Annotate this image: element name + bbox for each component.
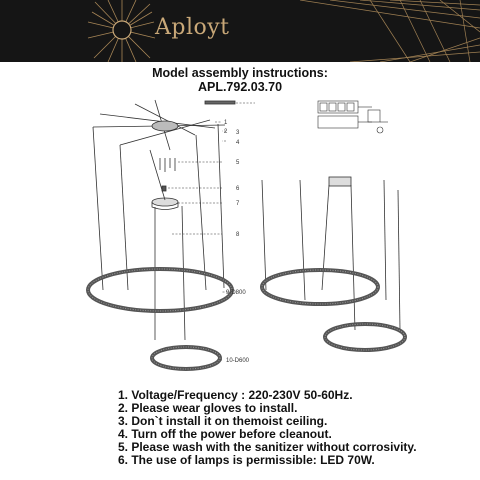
assembly-diagram [0, 95, 480, 380]
instructions-list [118, 389, 417, 467]
callout-9: 9-D800 [226, 290, 246, 296]
sunburst-decoration [0, 0, 480, 62]
instruction-item: 3. Don`t install it on themoist ceiling. [118, 414, 328, 428]
instruction-item: 5. Please wash with the sanitizer without corrosivity. [118, 440, 417, 454]
assembled-view [262, 177, 405, 350]
instruction-item: 2. Please wear gloves to install. [118, 401, 298, 415]
callout-1: 1 [224, 120, 228, 126]
instruction-item: 6. The use of lamps is permissible: LED 70W. [118, 453, 375, 467]
callout-4: 4 [236, 140, 240, 146]
wiring-diagram [318, 101, 388, 133]
model-number: APL.792.03.70 [197, 80, 283, 94]
callout-2: 2 [224, 129, 228, 135]
callout-6: 6 [236, 186, 240, 192]
callout-3: 3 [236, 130, 240, 136]
instruction-item: 1. Voltage/Frequency : 220-230V 50-60Hz. [118, 388, 353, 402]
title-line-1: Model assembly instructions: [152, 66, 328, 80]
callout-10: 10-D600 [226, 358, 250, 364]
brand-banner [0, 0, 480, 62]
instruction-item: 4. Turn off the power before cleanout. [118, 427, 332, 441]
callout-7: 7 [236, 201, 240, 207]
document-title [0, 66, 480, 94]
screw-part [205, 101, 235, 104]
brand-logo: Aployt [155, 15, 230, 40]
callout-5: 5 [236, 160, 240, 166]
callout-8: 8 [236, 232, 240, 238]
